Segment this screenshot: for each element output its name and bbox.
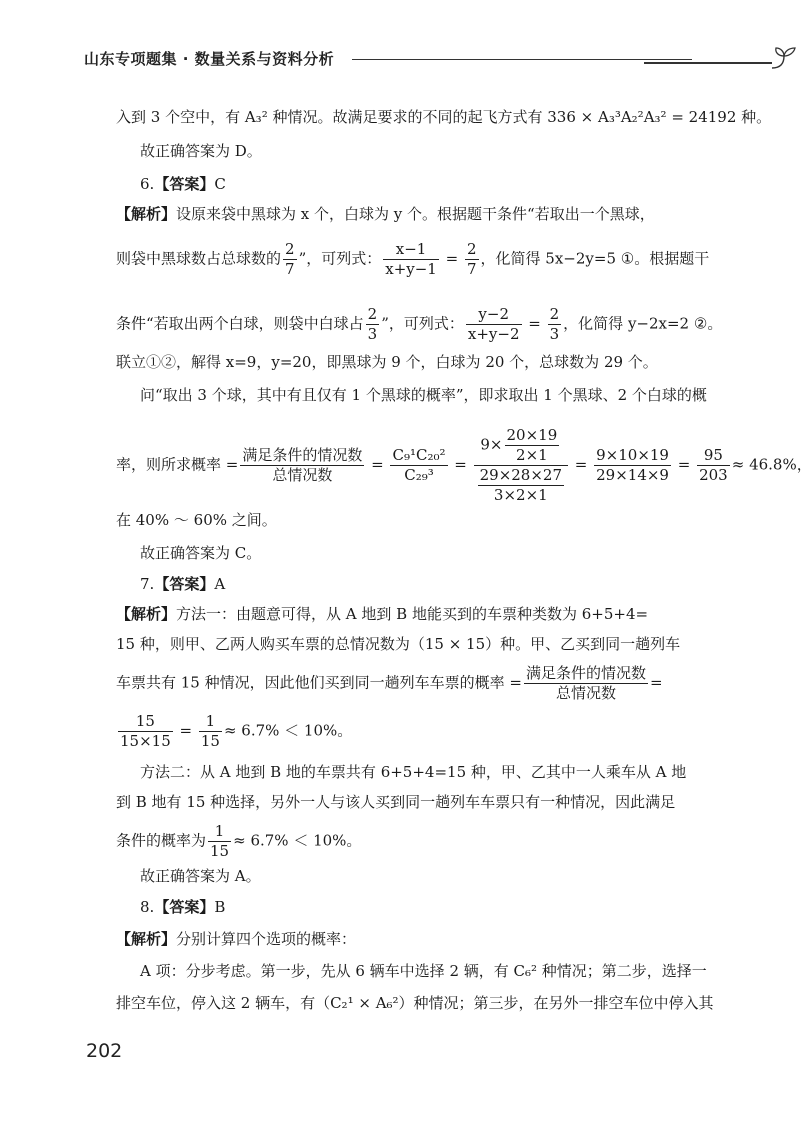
q7-analysis-line-1 <box>116 604 648 624</box>
q6-p6-a: 率，则所求概率 = <box>116 455 239 474</box>
q6-p7: 在 40% ～ 60% 之间。 <box>116 511 277 529</box>
fraction-compound <box>474 426 568 505</box>
fraction-denominator: 29×14×9 <box>596 466 669 484</box>
fraction-numerator: 1 <box>199 712 222 732</box>
fraction-numerator: 满足条件的情况数 <box>242 446 363 464</box>
q6-answer <box>140 174 226 194</box>
fraction-denominator: 总情况数 <box>555 684 616 702</box>
q6-analysis-line-2: 则袋中黑球数占总球数的 $\frac{2}{7}$ ”，可列式： $\frac{x-1}{x+y-1}$ = $\frac{2}{7}$ ，化简得 5x−2y=5 ①。根据题干 <box>116 240 710 278</box>
fraction-denominator: 总情况数 <box>272 466 333 484</box>
fraction-inner-numerator <box>505 426 560 465</box>
q8-answer-value: B <box>214 898 226 916</box>
sprout-icon <box>768 46 800 72</box>
fraction-denominator: 7 <box>466 260 477 278</box>
fraction-equation-2-lhs <box>466 305 522 344</box>
running-header <box>84 46 724 76</box>
q7-answer-label: 【答案】 <box>154 575 215 593</box>
q6-p3-b: ”，可列式： <box>381 314 464 333</box>
fraction-denominator: 3×2×1 <box>493 486 548 504</box>
fraction-equation-1-lhs <box>383 240 439 279</box>
header-rule-thick <box>644 62 772 64</box>
q6-conclusion: 故正确答案为 C。 <box>140 544 262 562</box>
q6-answer-value: C <box>214 175 226 193</box>
fraction-numerator: 满足条件的情况数 <box>525 664 646 682</box>
q8-analysis-label: 【解析】 <box>116 930 177 948</box>
q7-conclusion: 故正确答案为 A。 <box>140 867 261 885</box>
q7-p1: 方法一：由题意可得，从 A 地到 B 地能买到的车票种类数为 6+5+4= <box>176 605 649 623</box>
fraction-denominator: 15 <box>210 842 230 860</box>
fraction-numerator: 1 <box>208 822 231 842</box>
fraction-numerator: 2 <box>367 305 378 323</box>
fraction-final <box>697 446 730 485</box>
q7-m2-p1: 方法二：从 A 地到 B 地的车票共有 6+5+4=15 种，甲、乙其中一人乘车从 A 地 <box>140 763 687 781</box>
q6-analysis-label: 【解析】 <box>116 205 177 223</box>
q6-p6-c: ≈ 46.8%， <box>731 455 812 474</box>
q7-p3-a: 车票共有 15 种情况，因此他们买到同一趟列车车票的概率 = <box>116 673 522 692</box>
q6-probability-formula: 率，则所求概率 = $\frac{\text{满足条件的情况数}}{\text{总情况数}}$ = $\frac{\text{C₉¹C₂₀²}}{\text{C₂₉³}}$ = 9× $\frac{20\times 19}{2\times 1}$ $\frac{29\times 28\times 27}{3\times 2\times 1}$ = $\frac{9\times 10\times 19}{29\times 14\times 9}$ = $\frac{95}{203}$ ≈ 46.8%， <box>116 426 812 504</box>
compound-denominator <box>474 466 568 505</box>
fraction-denominator: 3 <box>549 325 560 343</box>
q8-answer-label: 【答案】 <box>154 898 215 916</box>
q8-p1: 分别计算四个选项的概率： <box>176 930 357 948</box>
q7-p2: 15 种，则甲、乙两人购买车票的总情况数为（15 × 15）种。甲、乙买到同一趟列车 <box>116 635 681 653</box>
fraction-numerator: 15 <box>118 712 173 732</box>
fraction-two-thirds <box>366 305 380 344</box>
fraction-one-fifteenth <box>199 712 222 751</box>
q5-line: 入到 3 个空中，有 A₃² 种情况。故满足要求的不同的起飞方式有 336 × A₃³A₂²A₃² = 24192 种。 <box>116 108 772 126</box>
q7-m2-p3-b: ≈ 6.7% ＜ 10%。 <box>233 831 362 850</box>
q6-p3-a: 条件“若取出两个白球，则袋中白球占 <box>116 314 364 333</box>
fraction-numerator: 2 <box>549 305 560 323</box>
q7-analysis-line-4: $\frac{15}{15\times 15}$ = $\frac{1}{15}$ ≈ 6.7% ＜ 10%。 <box>120 712 353 750</box>
q6-analysis-line-1 <box>116 204 655 224</box>
fraction-numerator: 20×19 <box>506 426 558 444</box>
q7-answer <box>140 574 225 594</box>
q7-number: 7. <box>140 575 155 593</box>
fraction-denominator: 7 <box>285 260 295 278</box>
q6-p2-b: ”，可列式： <box>298 249 382 268</box>
fraction-condition-over-total <box>524 664 648 703</box>
fraction-condition-over-total <box>240 446 364 485</box>
q5-conclusion: 故正确答案为 D。 <box>140 142 262 160</box>
compound-numerator <box>474 426 568 466</box>
q7-analysis-line-3 <box>116 664 663 703</box>
q7-p4-b: ≈ 6.7% ＜ 10%。 <box>223 721 353 740</box>
fraction-denominator: x+y−1 <box>385 260 437 278</box>
header-title: 山东专项题集 · 数量关系与资料分析 <box>84 50 335 68</box>
compound-prefix: 9× <box>480 435 503 454</box>
fraction-inner-denominator <box>478 466 564 505</box>
page-number: 202 <box>86 1040 123 1062</box>
fraction-two-sevenths <box>283 240 297 279</box>
header-rule <box>352 59 692 60</box>
fraction-numerator: 2 <box>285 240 295 258</box>
q6-p2-c: ，化简得 5x−2y=5 ①。根据题干 <box>480 249 710 268</box>
fraction-simplified <box>594 446 671 485</box>
q8-answer <box>140 897 225 917</box>
fraction-numerator: x−1 <box>383 240 439 260</box>
fraction-denominator: x+y−2 <box>467 325 520 343</box>
fraction-denominator: C₂₉³ <box>404 466 434 484</box>
fraction-denominator: 15×15 <box>120 732 171 750</box>
fraction-numerator: 2 <box>466 240 477 258</box>
q7-answer-value: A <box>214 575 226 593</box>
fraction-denominator: 3 <box>367 325 378 343</box>
fraction-15-over-225 <box>118 712 173 751</box>
fraction-denominator: 15 <box>200 732 220 750</box>
fraction-two-thirds-rhs <box>548 305 562 344</box>
q7-m2-p3-a: 条件的概率为 <box>116 831 207 850</box>
fraction-numerator: 9×10×19 <box>596 446 669 464</box>
q8-p2: A 项：分步考虑。第一步，先从 6 辆车中选择 2 辆，有 C₆² 种情况；第二步，选择一 <box>140 962 707 980</box>
fraction-one-fifteenth <box>208 822 231 861</box>
q8-analysis-line-1 <box>116 929 356 949</box>
q6-analysis-line-3: 条件“若取出两个白球，则袋中白球占 $\frac{2}{3}$ ”，可列式： $\frac{y-2}{x+y-2}$ = $\frac{2}{3}$ ，化简得 y−2x=2 ②。 <box>116 305 723 343</box>
fraction-numerator: 29×28×27 <box>479 466 563 484</box>
q8-number: 8. <box>140 898 155 916</box>
fraction-denominator: 203 <box>699 466 728 484</box>
fraction-numerator: y−2 <box>466 305 522 325</box>
q6-p3-c: ，化简得 y−2x=2 ②。 <box>563 314 723 333</box>
q6-number: 6. <box>140 175 155 193</box>
q6-answer-label: 【答案】 <box>154 175 215 193</box>
q8-p3: 排空车位，停入这 2 辆车，有（C₂¹ × A₆²）种情况；第三步，在另外一排空车位中停入其 <box>116 994 714 1012</box>
fraction-combination <box>390 446 447 485</box>
q7-analysis-label: 【解析】 <box>116 605 177 623</box>
fraction-denominator: 2×1 <box>516 446 548 464</box>
q7-p3-b: = <box>649 673 663 692</box>
q6-p4: 联立①②，解得 x=9，y=20，即黑球为 9 个，白球为 20 个，总球数为 29 个。 <box>116 353 658 371</box>
q7-m2-p2: 到 B 地有 15 种选择，另外一人与该人买到同一趟列车车票只有一种情况，因此满足 <box>116 793 676 811</box>
q6-p5: 问“取出 3 个球，其中有且仅有 1 个黑球的概率”，即求取出 1 个黑球、2 个白球的概 <box>140 386 707 404</box>
fraction-numerator: 95 <box>697 446 730 466</box>
q6-p2-a: 则袋中黑球数占总球数的 <box>116 249 282 268</box>
q6-p1: 设原来袋中黑球为 x 个，白球为 y 个。根据题干条件“若取出一个黑球， <box>176 205 655 223</box>
fraction-two-sevenths-rhs <box>465 240 479 279</box>
fraction-numerator: C₉¹C₂₀² <box>392 446 446 464</box>
q7-m2-line-3 <box>116 822 361 861</box>
